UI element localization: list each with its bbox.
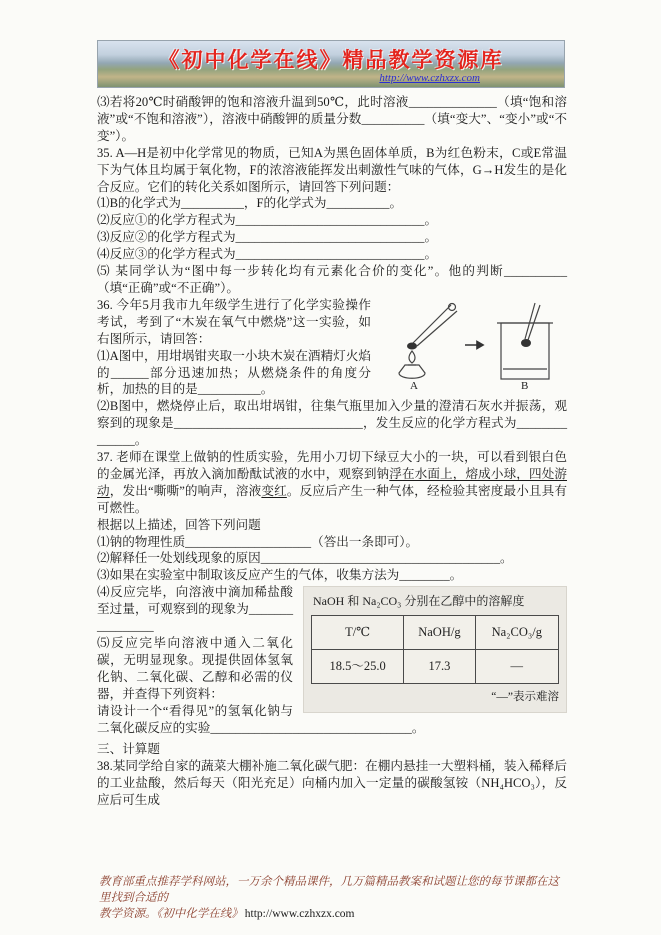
table-cell-na2co3: — bbox=[475, 650, 558, 684]
figure-label-b: B bbox=[521, 379, 529, 391]
q35-sub4: ⑷反应③的化学方程式为______________________________。 bbox=[97, 247, 438, 262]
q37-underlined-phrase-1: 浮在水面上，熔成小球，四处游动 bbox=[97, 466, 568, 498]
banner-title: 《初中化学在线》精品教学资源库 bbox=[158, 48, 504, 72]
q36-intro: 36. 今年5月我市九年级学生进行了化学实验操作考试，考到了“木炭在氧气中燃烧”这一实验，如右图所示，请回答： bbox=[97, 297, 371, 346]
footer-line2-text: 教学资源。《初中化学在线》 bbox=[99, 908, 243, 920]
q37-sub1: ⑴钠的物理性质____________________（答出一条即可）。 bbox=[97, 534, 419, 549]
q35-sub2: ⑵反应①的化学方程式为______________________________。 bbox=[97, 213, 438, 228]
arrow-icon bbox=[465, 341, 483, 348]
table-cell-temp: 18.5～25.0 bbox=[312, 650, 404, 684]
table-data-row bbox=[312, 650, 559, 684]
solubility-table bbox=[311, 615, 559, 684]
section-3-heading: 三、计算题 bbox=[97, 742, 160, 757]
alcohol-lamp-sketch bbox=[399, 351, 425, 378]
q37-intro-text-1: 37. 老师在课堂上做钠的性质实验，先用小刀切下绿豆大小的一块，可以看到银白色的金属光泽，再放入滴加酚酞试液的水中，观察到钠 bbox=[97, 450, 567, 481]
q37-sub2: ⑵解释任一处划线现象的原因______________________________________。 bbox=[97, 551, 513, 566]
question-36 bbox=[97, 297, 567, 449]
footer-url-link[interactable]: http://www.czhxzx.com bbox=[244, 908, 355, 920]
charcoal-piece-a bbox=[407, 342, 417, 349]
page-footer bbox=[99, 874, 567, 922]
question-33-text: ⑶若将20℃时硝酸钾的饱和溶液升温到50℃，此时溶液______________（填“饱和溶液”或“不饱和溶液”），溶液中硝酸钾的质量分数__________（填“变大”、“变小”或“不变”）。 bbox=[97, 95, 567, 143]
q37-sub4: ⑷反应完毕，向溶液中滴加稀盐酸至过量，可观察到的现象为________________ bbox=[97, 585, 293, 634]
table-header-na2co3: Na₂CO₃/g bbox=[475, 616, 558, 650]
tongs-a-sketch bbox=[413, 303, 457, 346]
q38-text: 38.某同学给自家的蔬菜大棚补施二氧化碳气肥：在棚内悬挂一大塑料桶，装入稀释后的工业盐酸，然后每天（阳光充足）向桶内加入一定量的碳酸氢铵（NH₄HCO₃），反应后可生成 bbox=[97, 759, 567, 808]
question-37-tail bbox=[97, 584, 567, 736]
q36-sub2: ⑵B图中，燃烧停止后，取出坩埚钳，往集气瓶里加入少量的澄清石灰水并振荡，观察到的现象是______________________________，发生反应的化学方程式为______________。 bbox=[97, 399, 567, 448]
q36-sub1: ⑴A图中，用坩埚钳夹取一小块木炭在酒精灯火焰的______部分迅速加热；从燃烧条件的角度分析，加热的目的是__________。 bbox=[97, 348, 371, 397]
q37-sub3: ⑶如果在实验室中制取该反应产生的气体，收集方法为________。 bbox=[97, 568, 463, 583]
q37-underlined-phrase-2: 变红 bbox=[261, 483, 287, 498]
header-banner bbox=[97, 40, 565, 88]
q37-intro bbox=[97, 449, 567, 517]
table-note: “—”表示难溶 bbox=[491, 691, 559, 703]
footer-line1: 教育部重点推荐学科网站，一万余个精品课件，几万篇精品教案和试题让您的每节课都在这里找到合适的 bbox=[99, 876, 559, 904]
q35-sub3: ⑶反应②的化学方程式为______________________________。 bbox=[97, 230, 438, 245]
q35-sub1: ⑴B的化学式为__________，F的化学式为__________。 bbox=[97, 196, 403, 211]
table-header-row bbox=[312, 616, 559, 650]
table-header-naoh: NaOH/g bbox=[404, 616, 475, 650]
footer-line2 bbox=[99, 906, 567, 922]
figure-label-a: A bbox=[410, 379, 418, 391]
table-cell-naoh: 17.3 bbox=[404, 650, 475, 684]
charcoal-burning-diagram bbox=[379, 299, 567, 391]
solubility-table-box bbox=[303, 586, 567, 713]
experiment-figure bbox=[379, 299, 567, 391]
exam-body bbox=[97, 94, 567, 809]
table-header-temp: T/℃ bbox=[312, 616, 404, 650]
q37-intro-text-2: ，发出“嘶嘶”的响声，溶液 bbox=[109, 483, 262, 498]
q37-lead: 根据以上描述，回答下列问题 bbox=[97, 517, 261, 532]
q35-sub5: ⑸ 某同学认为“图中每一步转化均有元素化合价的变化”。他的判断__________（填“正确”或“不正确”）。 bbox=[97, 264, 567, 295]
q37-intro-text-3: 。反应后产生一种气体，经检验其密度最小且具有可燃性。 bbox=[97, 483, 568, 515]
solubility-table-title: NaOH 和 Na₂CO₃ 分别在乙醇中的溶解度 bbox=[313, 594, 525, 609]
banner-url-link[interactable]: http://www.czhxzx.com bbox=[379, 72, 480, 84]
q37-sub5: ⑸反应完毕向溶液中通入二氧化碳，无明显现象。现提供固体氢氧化钠、二氧化碳、乙醇和必需的仪器，并查得下列资料： bbox=[97, 636, 293, 701]
q35-intro: 35. A—H是初中化学常见的物质，已知A为黑色固体单质，B为红色粉末，C或E常温下为气体且均属于氧化物，F的浓溶液能挥发出刺激性气味的气体，G→H发生的是化合反应。它们的转化关系如图所示，请回答下列问题： bbox=[97, 145, 567, 194]
charcoal-piece-b bbox=[521, 339, 531, 347]
q37-design: 请设计一个“看得见”的氢氧化钠与二氧化碳反应的实验________________________________。 bbox=[97, 703, 425, 735]
